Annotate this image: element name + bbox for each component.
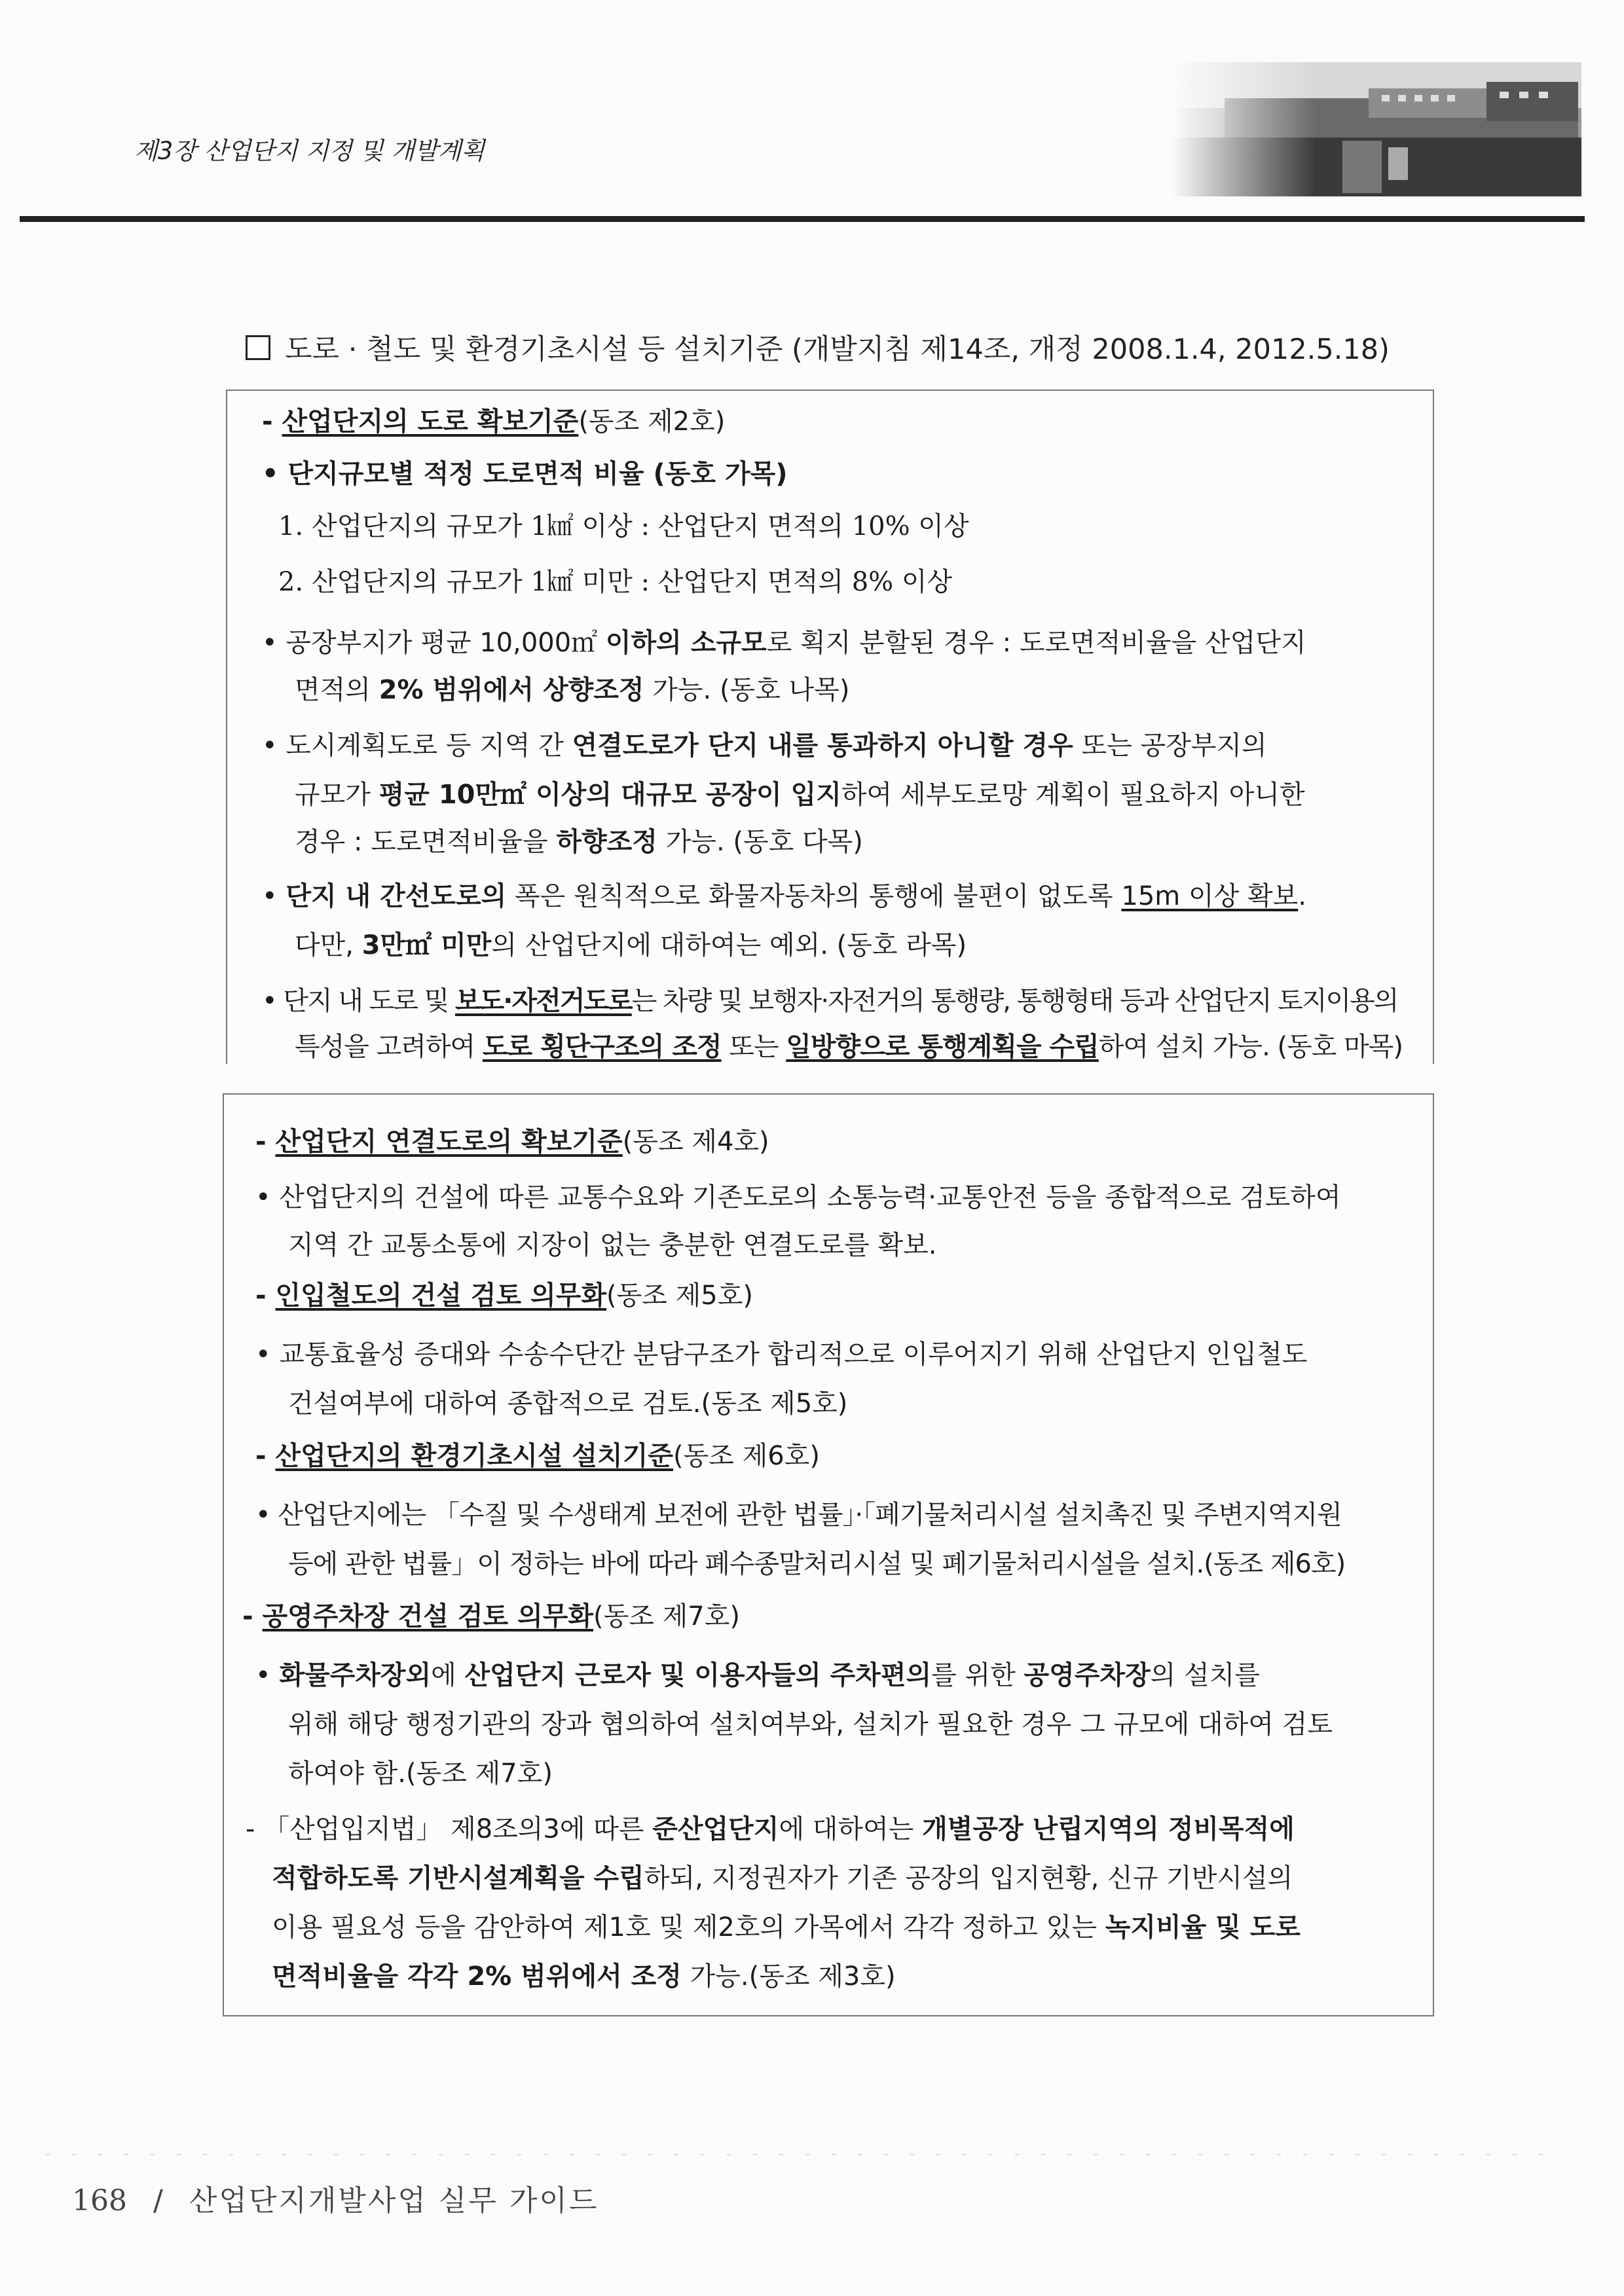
box1-line-3: 1. 산업단지의 규모가 1㎢ 이상 : 산업단지 면적의 10% 이상 (278, 511, 969, 541)
section-heading (246, 327, 1390, 367)
box1-line-12: • 단지 내 도로 및 보도·자전거도로는 차량 및 보행자·자전거의 통행량, 통행형태 등과 산업단지 토지이용의 (262, 986, 1398, 1016)
box1-line-5: • 공장부지가 평균 10,000㎡ 이하의 소규모로 획지 분할된 경우 : 도로면적비율을 산업단지 (262, 628, 1306, 658)
box2-line-11: • 화물주차장외에 산업단지 근로자 및 이용자들의 주차편의를 위한 공영주차장의 설치를 (255, 1660, 1260, 1690)
scan-speckle (46, 2154, 1552, 2155)
section-heading-text: 도로 · 철도 및 환경기초시설 등 설치기준 (개발지침 제14조, 개정 2008.1.4, 2012.5.18) (285, 333, 1390, 366)
box2-line-5: • 교통효율성 증대와 수송수단간 분담구조가 합리적으로 이루어지기 위해 산업단지 인입철도 (255, 1339, 1308, 1370)
header-photo (1172, 62, 1581, 196)
box2-line-1: - 산업단지 연결도로의 확보기준(동조 제4호) (255, 1127, 769, 1157)
box2-line-14: - 「산업입지법」 제8조의3에 따른 준산업단지에 대하여는 개별공장 난립지역의 정비목적에 (246, 1814, 1295, 1844)
box1-line-9: 경우 : 도로면적비율을 하향조정 가능. (동호 다목) (295, 827, 863, 857)
box2-line-16: 이용 필요성 등을 감안하여 제1호 및 제2호의 가목에서 각각 정하고 있는 녹지비율 및 도로 (272, 1912, 1301, 1942)
box2-line-4: - 인입철도의 건설 검토 의무화(동조 제5호) (255, 1281, 753, 1311)
footer-separator: / (153, 2184, 163, 2217)
book-title: 산업단지개발사업 실무 가이드 (189, 2184, 599, 2217)
box2-line-15: 적합하도록 기반시설계획을 수립하되, 지정권자가 기존 공장의 입지현황, 신규 기반시설의 (272, 1863, 1293, 1893)
header-rule (20, 216, 1585, 222)
box1-line-7: • 도시계획도로 등 지역 간 연결도로가 단지 내를 통과하지 아니할 경우 또는 공장부지의 (262, 731, 1267, 761)
box1-line-6: 면적의 2% 범위에서 상향조정 가능. (동호 나목) (295, 675, 850, 705)
box2-line-12: 위해 해당 행정기관의 장과 협의하여 설치여부와, 설치가 필요한 경우 그 규모에 대하여 검토 (288, 1709, 1333, 1740)
box1-line-8: 규모가 평균 10만㎡ 이상의 대규모 공장이 입지하여 세부도로망 계획이 필요하지 아니한 (295, 780, 1305, 810)
box2-line-2: • 산업단지의 건설에 따른 교통수요와 기존도로의 소통능력·교통안전 등을 종합적으로 검토하여 (255, 1182, 1341, 1212)
box2-line-6: 건설여부에 대하여 종합적으로 검토.(동조 제5호) (288, 1389, 848, 1419)
chapter-title: 제3장 산업단지 지정 및 개발계획 (134, 137, 485, 165)
box1-line-13: 특성을 고려하여 도로 횡단구조의 조정 또는 일방향으로 통행계획을 수립하여 설치 가능. (동호 마목) (295, 1032, 1403, 1062)
page-number: 168 (72, 2184, 127, 2217)
checkbox-icon (246, 335, 270, 360)
box1-line-1: - 산업단지의 도로 확보기준(동조 제2호) (262, 407, 726, 437)
road-standards-box (226, 390, 1434, 1064)
page-footer (72, 2177, 599, 2219)
box2-line-13: 하여야 함.(동조 제7호) (288, 1758, 553, 1789)
box1-line-4: 2. 산업단지의 규모가 1㎢ 미만 : 산업단지 면적의 8% 이상 (278, 567, 953, 597)
box1-line-10: • 단지 내 간선도로의 폭은 원칙적으로 화물자동차의 통행에 불편이 없도록 15m 이상 확보. (262, 881, 1306, 911)
box2-line-3: 지역 간 교통소통에 지장이 없는 충분한 연결도로를 확보. (288, 1230, 937, 1260)
box2-line-7: - 산업단지의 환경기초시설 설치기준(동조 제6호) (255, 1441, 820, 1471)
box2-line-17: 면적비율을 각각 2% 범위에서 조정 가능.(동조 제3호) (272, 1961, 896, 1992)
box1-line-2: • 단지규모별 적정 도로면적 비율 (동호 가목) (262, 459, 788, 489)
box1-line-11: 다만, 3만㎡ 미만의 산업단지에 대하여는 예외. (동호 라목) (295, 930, 967, 960)
box2-line-8: • 산업단지에는 「수질 및 수생태계 보전에 관한 법률」·「폐기물처리시설 설치촉진 및 주변지역지원 (255, 1500, 1342, 1530)
box2-line-10: - 공영주차장 건설 검토 의무화(동조 제7호) (242, 1601, 740, 1631)
box2-line-9: 등에 관한 법률」이 정하는 바에 따라 폐수종말처리시설 및 폐기물처리시설을 설치.(동조 제6호) (288, 1549, 1346, 1579)
